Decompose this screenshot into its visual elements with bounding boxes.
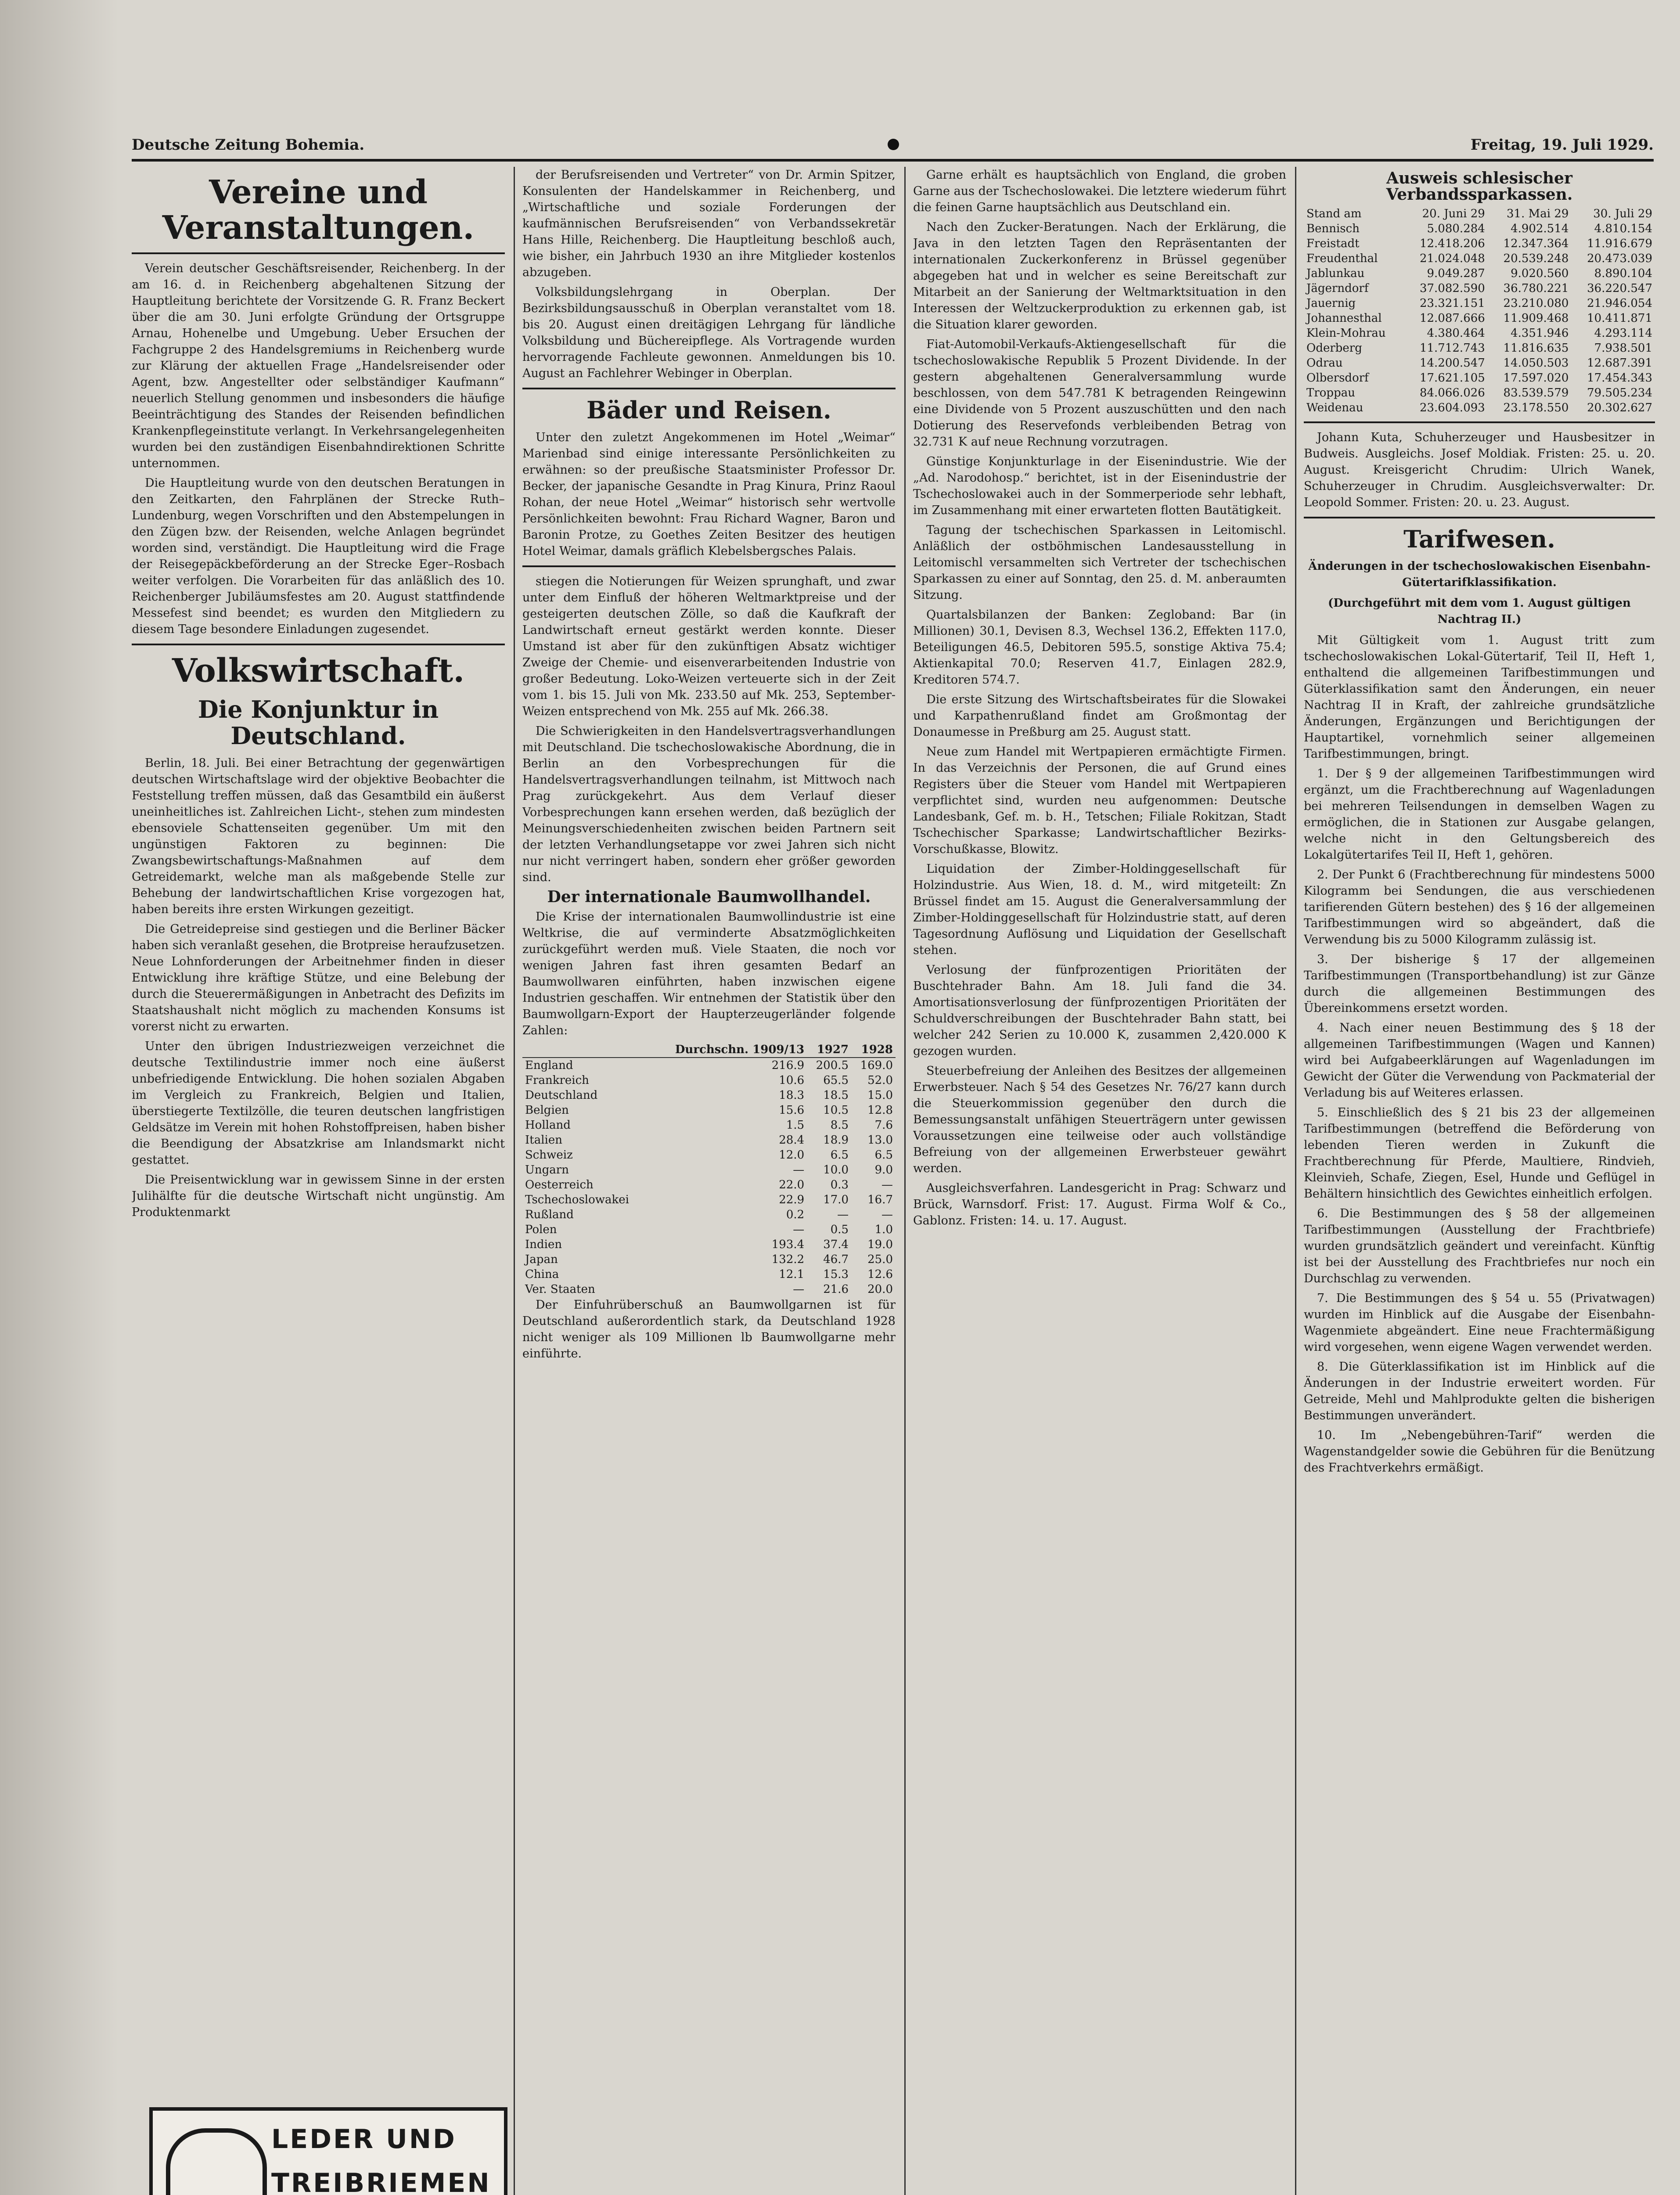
cotton-export-table [522,1042,896,1297]
table-row [1304,356,1655,371]
table-cell: 13.0 [867,1133,893,1147]
table-cell: 17.0 [823,1193,849,1207]
table-cell: 12.347.364 [1503,237,1569,250]
divider [1304,421,1655,423]
table-cell: Jauernig [1306,297,1356,310]
table-cell: Indien [525,1238,562,1252]
table-cell: Ungarn [525,1163,569,1177]
table-cell: 20.0 [867,1283,893,1296]
table-row [522,1207,896,1222]
table-cell: 20. Juni 29 [1422,207,1485,220]
table-cell: 23.321.151 [1419,297,1485,310]
table-cell: — [881,1208,893,1222]
table-row [522,1177,896,1192]
table-cell: 8.890.104 [1594,267,1652,280]
article-paragraph: Die Krise der internationalen Baumwollindustrie ist eine Weltkrise, die auf verminderte Absatzmöglichkeiten zurückgeführt werden muß. Viele Staaten, die noch vor wenigen Jahren fast ihren gesamten Bedarf an Baumwollwaren einführten, haben inzwischen eigene Industrien geschaffen. Wir entnehmen der Statistik über den Baumwollgarn-Export der Haupterzeugerländer folgende Zahlen: [522,910,896,1038]
article-paragraph: Die erste Sitzung des Wirtschaftsbeirates für die Slowakei und Karpathenrußland findet am Großmontag der Donaumesse in Preßburg am 25. August statt. [913,693,1286,739]
article-paragraph: Tagung der tschechischen Sparkassen in Leitomischl. Anläßlich der ostböhmischen Landesausstellung in Leitomischl versammelten sich Vertreter der tschechischen Sparkassen zu einer auf Sonntag, den 25. d. M. anberaumten Sitzung. [913,523,1286,602]
table-row [1304,311,1655,326]
table-row [522,1282,896,1297]
table-cell: 8.5 [830,1119,849,1132]
table-cell: 25.0 [867,1253,893,1267]
table-cell: Rußland [525,1208,574,1222]
table-cell: 15.0 [867,1089,893,1102]
table-row [522,1058,896,1073]
table-cell: 28.4 [779,1133,805,1147]
table-cell: Freistadt [1306,237,1360,250]
table-cell: Holland [525,1119,571,1132]
article-paragraph: 6. Die Bestimmungen des § 58 der allgemeinen Tarifbestimmungen (Ausstellung der Frachtbriefe) wurden grundsätzlich geändert und vereinfacht. Künftig ist bei der Ausstellung des Frachtbriefes nur noch ein Durchschlag zu verwenden. [1304,1207,1655,1286]
belt-logo-icon [166,2128,267,2195]
table-row [522,1118,896,1133]
table-cell: — [793,1223,805,1237]
table-cell: 132.2 [771,1253,805,1267]
article-paragraph: Ausgleichsverfahren. Landesgericht in Prag: Schwarz und Brück, Warnsdorf. Frist: 17. August. Firma Wolf & Co., Gablonz. Fristen: 14. u. 17. August. [913,1181,1286,1227]
table-cell: 1.0 [874,1223,893,1237]
table-cell: 12.1 [779,1268,805,1281]
article-paragraph: Johann Kuta, Schuherzeuger und Hausbesitzer in Budweis. Ausgleichs. Josef Moldiak. Fristen: 25. u. 20. August. Kreisgericht Chrudim: Ulrich Wanek, Schuherzeuger in Chrudim. Ausgleichsverwalter: Dr. Leopold Sommer. Fristen: 20. u. 23. August. [1304,431,1655,509]
article-headline: Änderungen in der tschechoslowakischen Eisenbahn-Gütertarifklassifikation. [1308,560,1651,590]
table-body [1304,206,1655,415]
article-paragraph: Der Einfuhrüberschuß an Baumwollgarnen ist für Deutschland außerordentlich stark, da Deutschland 1928 nicht weniger als 109 Millionen lb Baumwollgarne mehr einführte. [522,1298,896,1361]
table-cell: Bennisch [1306,222,1360,235]
table-cell: 30. Juli 29 [1593,207,1652,220]
table-row [522,1252,896,1267]
table-cell: Odrau [1306,356,1343,370]
table-cell: 12.418.206 [1419,237,1485,250]
table-cell: 11.816.635 [1503,342,1569,355]
table-cell: — [881,1178,893,1192]
table-cell: 18.3 [779,1089,805,1102]
table-cell: Oderberg [1306,342,1362,355]
table-cell: 84.066.026 [1419,386,1485,399]
article-paragraph: 10. Im „Nebengebühren-Tarif“ werden die Wagenstandgelder sowie die Gebühren für die Benützung des Frachtverkehrs ermäßigt. [1304,1429,1655,1475]
table-cell: Troppau [1306,386,1355,399]
header-left: Deutsche Zeitung Bohemia. [132,136,365,154]
table-row [1304,341,1655,356]
table-cell: Polen [525,1223,557,1237]
article-headline: Der internationale Baumwollhandel. [547,888,871,907]
table-header-cell: 1928 [851,1042,896,1058]
article-paragraph: Verlosung der fünfprozentigen Prioritäten der Buschtehrader Bahn. Am 18. Juli fand die 34. Amortisationsverlosung der fünfprozentigen Prioritäten der Schuldverschreibungen der Buschtehrader Bahn statt, bei welcher 242 Serien zu 10.000 K, zusammen 2,420.000 K gezogen wurden. [913,963,1286,1058]
article-paragraph: Garne erhält es hauptsächlich von England, die groben Garne aus der Tschechoslowakei. Die letztere wiederum führt die feinen Garne hauptsächlich aus Deutschland ein. [913,168,1286,214]
article-paragraph: Fiat-Automobil-Verkaufs-Aktiengesellschaft für die tschechoslowakische Republik 5 Prozent Dividende. In der gestern abgehaltenen Generalversammlung wurde beschlossen, von dem 547.781 K betragenden Reingewinn eine Dividende von 5 Prozent auszuschütten und den nach Dotierung des Reservefonds verbleibenden Betrag von 32.731 K auf neue Rechnung vorzutragen. [913,338,1286,449]
table-cell: 10.5 [823,1104,849,1117]
article-paragraph: Liquidation der Zimber-Holdinggesellschaft für Holzindustrie. Aus Wien, 18. d. M., wird mitgeteilt: Zn Brüssel findet am 15. August die Generalversammlung der Zimber-Holdinggesellschaft für Holzindustrie statt, auf deren Tagesordnung Auflösung und Liquidation der Gesellschaft stehen. [913,862,1286,957]
table-cell: 0.3 [830,1178,849,1192]
table-cell: 169.0 [860,1059,893,1072]
article-headline: Die Konjunktur in Deutschland. [198,695,439,750]
table-cell: 52.0 [867,1074,893,1087]
article-paragraph: Unter den zuletzt Angekommenen im Hotel „Weimar“ Marienbad sind einige interessante Persönlichkeiten zu erwähnen: so der preußische Staatsminister Professor Dr. Becker, der japanische Gesandte in Prag Kinura, Prinz Raoul Rohan, der neue Hotel „Weimar“ historisch sehr wertvolle Persönlichkeiten bewohnt: Frau Richard Wagner, Baron und Baronin Protze, zu Goethes Zeiten Besitzer des heutigen Hotel Weimar, damals gräflich Klebelsbergsches Palais. [522,431,896,558]
table-cell: 4.380.464 [1427,327,1485,340]
article-paragraph: Die Schwierigkeiten in den Handelsvertragsverhandlungen mit Deutschland. Die tschechoslowakische Abordnung, die in Berlin an den Vorbesprechungen für die Handelsvertragsverhandlungen teilnahm, ist Mittwoch nach Prag zurückgekehrt. Aus dem Verlauf dieser Vorbesprechungen kann ersehen werden, daß bezüglich der Meinungsverschiedenheiten zwischen beiden Partnern seit der letzten Verhandlungsetappe vor zwei Jahren sich nicht nur nicht verringert haben, sondern eher größer geworden sind. [522,724,896,885]
table-cell: 22.0 [779,1178,805,1192]
table-cell: 83.539.579 [1503,386,1569,399]
table-cell: 4.293.114 [1594,327,1652,340]
table-cell: 11.909.468 [1503,312,1569,325]
table-cell: 6.5 [830,1148,849,1162]
table-cell: 18.9 [823,1133,849,1147]
table-cell: Weidenau [1306,401,1363,414]
table-cell: 37.082.590 [1419,282,1485,295]
column-rule [1295,167,1296,2195]
article-paragraph: Die Preisentwicklung war in gewissem Sinne in der ersten Julihälfte für die deutsche Wirtschaft nicht ungünstig. Am Produktenmarkt [132,1173,505,1219]
table-cell: Japan [525,1253,558,1267]
table-cell: 15.6 [779,1104,805,1117]
table-row [522,1148,896,1162]
table-cell: 12.0 [779,1148,805,1162]
table-cell: 46.7 [823,1253,849,1267]
table-cell: Jablunkau [1306,267,1365,280]
divider [132,644,505,645]
divider [522,388,896,389]
table-header-cell: 1927 [807,1042,851,1058]
table-cell: Oesterreich [525,1178,594,1192]
table-row [522,1073,896,1088]
table-header-cell: Durchschn. 1909/13 [650,1042,807,1058]
table-body [522,1058,896,1297]
table-row [1304,221,1655,236]
table-row [522,1237,896,1252]
table-cell: Frankreich [525,1074,589,1087]
article-paragraph: Quartalsbilanzen der Banken: Zegloband: Bar (in Millionen) 30.1, Devisen 8.3, Wechsel 136.2, Effekten 117.0, Beteiligungen 46.5, Debitoren 595.5, sonstige Aktiva 75.4; Aktienkapital 70.0; Reserven 41.7, Einlagen 282.9, Kreditoren 574.7. [913,608,1286,687]
divider [522,565,896,567]
table-row [522,1088,896,1103]
table-cell: 14.050.503 [1503,356,1569,370]
table-cell: 18.5 [823,1089,849,1102]
table-cell: 4.810.154 [1594,222,1652,235]
table-cell: 0.5 [830,1223,849,1237]
table-cell: 20.473.039 [1587,252,1652,265]
binding-margin [0,0,119,2195]
table-cell: 9.0 [874,1163,893,1177]
article-paragraph: Günstige Konjunkturlage in der Eisenindustrie. Wie der „Ad. Narodohosp.“ berichtet, ist in der Eisenindustrie der Tschechoslowakei auch in der Sommerperiode sehr lebhaft, im Zusammenhang mit einer erwarteten flotten Bautätigkeit. [913,455,1286,517]
section-title-tarifwesen: Tarifwesen. [1403,525,1555,553]
table-cell: 14.200.547 [1419,356,1485,370]
column-rule [904,167,906,2195]
table-cell: 31. Mai 29 [1507,207,1569,220]
table-cell: 4.902.514 [1511,222,1569,235]
table-row [522,1267,896,1282]
article-paragraph: Neue zum Handel mit Wertpapieren ermächtigte Firmen. In das Verzeichnis der Personen, die auf Grund eines Registers über die Steuer vom Handel mit Wertpapieren verpflichtet sind, wurden neu aufgenommen: Deutsche Landesbank, Gef. m. b. H., Tetschen; Filiale Rokitzan, Stadt Tschechischer Sparkasse; Landwirtschaftlicher Bezirks-Vorschußkasse, Blowitz. [913,745,1286,856]
section-title-baeder: Bäder und Reisen. [586,396,831,424]
column-3 [913,167,1286,2195]
table-cell: 4.351.946 [1511,327,1569,340]
table-row [1304,206,1655,221]
table-cell: 36.780.221 [1503,282,1569,295]
article-paragraph: 8. Die Güterklassifikation ist im Hinblick auf die Änderungen in der Industrie erweitert worden. Für Getreide, Mehl und Mahlprodukte gelten die bisherigen Bestimmungen unverändert. [1304,1360,1655,1423]
table-cell: Stand am [1306,207,1362,220]
table-cell: 7.938.501 [1594,342,1652,355]
table-cell: 216.9 [771,1059,805,1072]
table-row [522,1222,896,1237]
table-row [1304,236,1655,251]
table-cell: 11.712.743 [1419,342,1485,355]
table-header-cell [522,1042,650,1058]
table-cell: 7.6 [874,1119,893,1132]
table-cell: 17.621.105 [1419,371,1485,385]
article-paragraph: 4. Nach einer neuen Bestimmung des § 18 der allgemeinen Tarifbestimmungen (Wagen und Kannen) wird bei Aufgabeerklärungen auf Wagenladungen im Gewicht der Güter die Verwendung von Packmaterial der Verladung bis auf Weiteres erlassen. [1304,1021,1655,1100]
article-paragraph: der Berufsreisenden und Vertreter“ von Dr. Armin Spitzer, Konsulenten der Handelskammer in Reichenberg, und „Wirtschaftliche und soziale Forderungen der kaufmännischen Berufsreisenden“ von Verbandssekretär Hans Hille, Reichenberg. Die Hauptleitung beschloß auch, wie bisher, ein Jahrbuch 1930 an ihre Mitglieder kostenlos abzugeben. [522,168,896,279]
sparkassen-table [1304,206,1655,415]
table-cell: 20.539.248 [1503,252,1569,265]
article-paragraph: Steuerbefreiung der Anleihen des Besitzes der allgemeinen Erwerbsteuer. Nach § 54 des Gesetzes Nr. 76/27 kann durch die Steuerkommission gegenüber den durch die Bemessungsanstalt unfähigen Steuerträgern unter gewissen Voraussetzungen eine teilweise oder auch vollständige Befreiung von der allgemeinen Erwerbsteuer gewährt werden. [913,1064,1286,1175]
table-cell: 10.411.871 [1587,312,1652,325]
table-cell: Schweiz [525,1148,573,1162]
ad-line-2: TREIBRIEMEN [271,2168,491,2195]
article-paragraph: Mit Gültigkeit vom 1. August tritt zum tschechoslowakischen Lokal-Gütertarif, Teil II, Heft 1, enthaltend die allgemeinen Tarifbestimmungen und Güterklassifikation samt den Änderungen, ein neuer Nachtrag II in Kraft, der zahlreiche grundsätzliche Änderungen, Ergänzungen und Berichtigungen der Hauptartikel, vornehmlich seiner allgemeinen Tarifbestimmungen, bringt. [1304,633,1655,761]
article-paragraph: 3. Der bisherige § 17 der allgemeinen Tarifbestimmungen (Transportbehandlung) ist zur Gänze durch die allgemeinen Bestimmungen des Übereinkommens ersetzt worden. [1304,953,1655,1015]
table-cell: Italien [525,1133,562,1147]
table-cell: 17.597.020 [1503,371,1569,385]
table-cell: 65.5 [823,1074,849,1087]
table-cell: 15.3 [823,1268,849,1281]
article-paragraph: 5. Einschließlich des § 21 bis 23 der allgemeinen Tarifbestimmungen (betreffend die Beförderung von lebenden Tieren werden in Zukunft die Frachtberechnung für Pferde, Maultiere, Rindvieh, Kleinvieh, Schafe, Ziegen, Esel, Hunde und Geflügel in Behältern hinsichtlich des Gewichtes einheitlich erfolgen. [1304,1106,1655,1201]
table-cell: 11.916.679 [1587,237,1652,250]
table-cell: 16.7 [867,1193,893,1207]
table-cell: Ver. Staaten [525,1283,595,1296]
divider [1304,517,1655,518]
table-cell: 1.5 [786,1119,805,1132]
table-cell: 12.687.391 [1587,356,1652,370]
table-cell: 23.604.093 [1419,401,1485,414]
header-right: Freitag, 19. Juli 1929. [1470,136,1654,154]
table-cell: 17.454.343 [1587,371,1652,385]
table-cell: — [793,1163,805,1177]
table-cell: 9.020.560 [1511,267,1569,280]
table-cell: 9.049.287 [1427,267,1485,280]
article-paragraph: 1. Der § 9 der allgemeinen Tarifbestimmungen wird ergänzt, um die Frachtberechnung auf Wagenladungen bei mehreren Teilsendungen in demselben Wagen zu ermöglichen, die in Stationen zur Ausgabe gelangen, welche nicht in den Geltungsbereich des Lokalgütertarifes Teil II, Heft 1, gehören. [1304,767,1655,862]
article-paragraph: Verein deutscher Geschäftsreisender, Reichenberg. In der am 16. d. in Reichenberg abgehaltenen Sitzung der Hauptleitung berichtete der Vorsitzende G. R. Franz Beckert über die am 30. Juni erfolgte Gründung der Ortsgruppe Arnau, Hohenelbe und Umgebung. Ueber Ersuchen der Fachgruppe 2 des Handelsgremiums in Reichenberg wurde zur Klärung der aktuellen Frage „Handelsreisender oder Agent, bzw. Angestellter oder selbständiger Kaufmann“ neuerlich Stellung genommen und insbesonders die häufige Beeinträchtigung des Standes der Reisenden befindlichen Krankenpflegeinstitute verlangt. In Verkehrsangelegenheiten wurden bei den zuständigen Eisenbahndirektionen Schritte unternommen. [132,261,505,470]
table-cell: 22.9 [779,1193,805,1207]
article-paragraph: stiegen die Notierungen für Weizen sprunghaft, und zwar unter dem Einfluß der höheren Weltmarktpreise und der gesteigerten deutschen Zölle, so daß die Kaufkraft der Landwirtschaft erneut gestärkt werden konnte. Dieser Umstand ist aber für den zukünftigen Absatz wichtiger Zweige der Chemie- und eisenverarbeitenden Industrie von großer Bedeutung. Loko-Weizen verteuerte sich in der Zeit vom 1. bis 15. Juli von Mk. 233.50 auf Mk. 253, September-Weizen entsprechend von Mk. 255 auf Mk. 266.38. [522,575,896,719]
table-cell: Belgien [525,1104,569,1117]
table-row [1304,400,1655,415]
table-row [1304,371,1655,385]
article-paragraph: Nach den Zucker-Beratungen. Nach der Erklärung, die Java in den letzten Tagen den Repräsentanten der internationalen Zuckerkonferenz in Brüssel gegenüber abgegeben hat und in welcher es seine Bereitschaft zur Mitarbeit an der Sanierung der Weltmarktsituation in den Interessen der Weltzuckerproduktion zu erkennen gab, ist die Situation klarer geworden. [913,220,1286,331]
table-cell: 21.946.054 [1587,297,1652,310]
table-cell: China [525,1268,559,1281]
table-cell: Olbersdorf [1306,371,1369,385]
table-cell: 79.505.234 [1587,386,1652,399]
article-paragraph: 2. Der Punkt 6 (Frachtberechnung für mindestens 5000 Kilogramm bei Sendungen, die aus verschiedenen tarifierenden Gütern bestehen) des § 16 der allgemeinen Tarifbestimmungen wird so abgeändert, daß die Verwendung bis zu 5000 Kilogramm zulässig ist. [1304,868,1655,947]
section-title-vereine: Vereine und Veranstaltungen. [162,173,475,247]
article-paragraph: Unter den übrigen Industriezweigen verzeichnet die deutsche Textilindustrie immer noch eine äußerst unbefriedigende Entwicklung. Die hohen sozialen Abgaben im Vergleich zu Frankreich, Belgien und Italien, überstiegerte Textilzölle, die teuren deutschen langfristigen Geldsätze im Verein mit hohen Rohstoffpreisen, haben bisher die Beendigung der Absatzkrise am Inlandsmarkt nicht gestattet. [132,1039,505,1167]
table-cell: 21.6 [823,1283,849,1296]
table-cell: Freudenthal [1306,252,1378,265]
header-rule [132,159,1654,162]
table-cell: 36.220.547 [1587,282,1652,295]
table-cell: 193.4 [771,1238,805,1252]
article-paragraph: Die Hauptleitung wurde von den deutschen Beratungen in den Zeitkarten, den Fahrplänen der Strecke Ruth–Lundenburg, wegen Vorschriften und den Abstempelungen in den Zügen bzw. der Reisenden, welche Anlagen begründet worden sind, verständigt. Die Hauptleitung wird die Frage der Reisegepäckbeförderung an der Strecke Eger–Rosbach weiter verfolgen. Die Vorarbeiten für das anläßlich des 10. Reichenberger Jubiläumsfestes am 20. August stattfindende Messefest sind beendet; es wurden den Mitgliedern zu diesem Tage besondere Einladungen zugesendet. [132,476,505,636]
table-cell: Klein-Mohrau [1306,327,1386,340]
table-row [522,1192,896,1207]
table-row [1304,251,1655,266]
table-row [522,1133,896,1148]
table-cell: 10.0 [823,1163,849,1177]
table-cell: Jägerndorf [1306,282,1369,295]
table-cell: 19.0 [867,1238,893,1252]
table-cell: 6.5 [874,1148,893,1162]
table-row [1304,296,1655,311]
section-title-volkswirtschaft: Volkswirtschaft. [172,651,465,690]
article-paragraph: Berlin, 18. Juli. Bei einer Betrachtung der gegenwärtigen deutschen Wirtschaftslage wird der objektive Beobachter die Feststellung treffen müssen, daß das Gesamtbild ein äußerst uneinheitliches ist. Zahlreichen Licht-, stehen zum mindesten ebensoviele Schattenseiten gegenüber. Um mit den ungünstigen Faktoren zu beginnen: Die Zwangsbewirtschaftungs-Maßnahmen auf dem Getreidemarkt, welche man als maßgebende Stelle zur Behebung der landwirtschaftlichen Krise vorgezogen hat, haben bereits ihre ersten Wirkungen gezeitigt. [132,756,505,916]
article-paragraph: Die Getreidepreise sind gestiegen und die Berliner Bäcker haben sich veranlaßt gesehen, die Brotpreise heraufzusetzen. Neue Lohnforderungen der Arbeitnehmer finden in dieser Entwicklung ihre kräftige Stütze, und eine Belebung der durch die Steuerermäßigungen in Anbetracht des Defizits im Staatshaushalt nicht möglich zu machenden Konsums ist vorerst nicht zu erwarten. [132,922,505,1033]
table-cell: 12.6 [867,1268,893,1281]
table-cell: England [525,1059,573,1072]
table-cell: Johannesthal [1306,312,1382,325]
article-paragraph: Volksbildungslehrgang in Oberplan. Der Bezirksbildungsausschuß in Oberplan veranstaltet vom 18. bis 20. August einen dreitägigen Lehrgang für ländliche Volksbildung und Büchereipflege. Als Vortragende wurden hervorragende Fachleute gewonnen. Anmeldungen bis 10. August an Fachlehrer Webinger in Oberplan. [522,285,896,380]
table-cell: 0.2 [786,1208,805,1222]
table-row [522,1162,896,1177]
article-paragraph: 7. Die Bestimmungen des § 54 u. 55 (Privatwagen) wurden im Hinblick auf die Ausgabe der Eisenbahn-Wagenmiete abgeändert. Eine neue Frachtermäßigung wird vorgesehen, wenn eigene Wagen verwendet werden. [1304,1292,1655,1354]
table-row [1304,326,1655,341]
table-cell: 5.080.284 [1427,222,1485,235]
table-cell: 10.6 [779,1074,805,1087]
table-cell: 21.024.048 [1419,252,1485,265]
column-2 [522,167,896,2195]
table-cell: 23.210.080 [1503,297,1569,310]
table-cell: Tschechoslowakei [525,1193,629,1207]
table-title: Ausweis schlesischer Verbandssparkassen. [1386,169,1573,204]
column-rule [514,167,515,2195]
table-row [1304,281,1655,296]
table-cell: 12.8 [867,1104,893,1117]
article-note: (Durchgeführt mit dem vom 1. August gültigen Nachtrag II.) [1328,597,1631,626]
table-cell: Deutschland [525,1089,598,1102]
ad-line-1: LEDER UND [271,2124,457,2155]
table-row [1304,385,1655,400]
table-cell: 37.4 [823,1238,849,1252]
table-cell: 20.302.627 [1587,401,1652,414]
table-cell: — [793,1283,805,1296]
column-1 [132,167,505,2098]
table-cell: 200.5 [816,1059,849,1072]
table-row [522,1103,896,1118]
table-row [1304,266,1655,281]
table-cell: 23.178.550 [1503,401,1569,414]
table-header-row [522,1042,896,1058]
divider [132,252,505,254]
column-4 [1304,167,1655,2195]
table-cell: 12.087.666 [1419,312,1485,325]
advertisement [149,2107,507,2195]
punch-hole-icon [888,139,899,150]
table-cell: — [837,1208,849,1222]
